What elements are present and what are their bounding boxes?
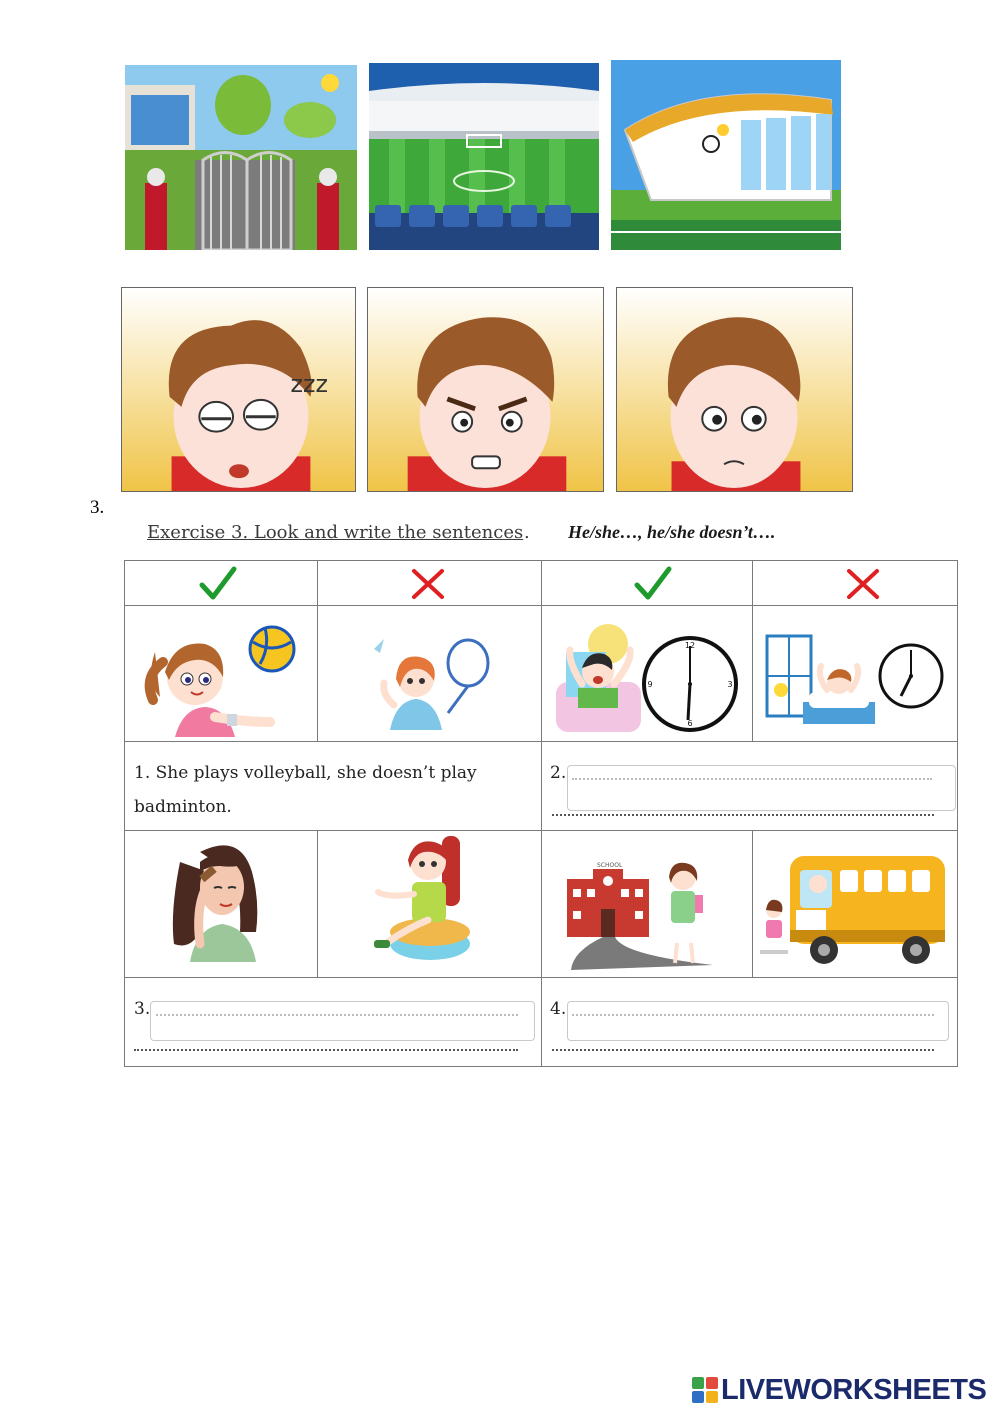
example-sentence xyxy=(134,756,534,824)
check-icon xyxy=(198,565,238,603)
exercise-title-period: . xyxy=(524,522,530,543)
girl-school-bus-picture xyxy=(760,850,950,970)
answer-input-4[interactable] xyxy=(567,1001,949,1041)
check-icon xyxy=(633,565,673,603)
svg-text:9: 9 xyxy=(647,680,653,689)
worried-boy-picture xyxy=(616,287,853,492)
sports-centre-picture xyxy=(611,60,841,250)
cross-icon xyxy=(843,565,883,603)
girl-sitting-picture xyxy=(368,832,493,967)
svg-text:SCHOOL: SCHOOL xyxy=(597,862,623,869)
svg-text:zzz: zzz xyxy=(290,369,329,398)
answer-number-3: 3. xyxy=(134,999,151,1019)
svg-text:3: 3 xyxy=(727,680,733,689)
svg-text:6: 6 xyxy=(687,719,693,728)
girl-badminton-picture xyxy=(360,635,495,730)
woman-combing-hair-picture xyxy=(160,832,270,962)
answer-input-2[interactable] xyxy=(567,765,956,811)
question-number: 3. xyxy=(90,497,105,518)
example-sentence-line-2: badminton. xyxy=(134,797,232,817)
angry-boy-picture xyxy=(367,287,604,492)
cross-icon xyxy=(408,565,448,603)
answer-number-4: 4. xyxy=(550,999,567,1019)
girl-walking-to-school-picture xyxy=(563,855,728,970)
exercise-hint: He/she…, he/she doesn’t…. xyxy=(568,522,776,542)
boy-waking-window-clock-picture xyxy=(763,632,948,727)
exercise-title: Exercise 3. Look and write the sentences xyxy=(147,522,524,543)
liveworksheets-logo-icon xyxy=(692,1377,718,1403)
football-stadium-picture xyxy=(369,63,599,250)
liveworksheets-logo-text: LIVEWORKSHEETS xyxy=(721,1373,987,1406)
sleepy-boy-picture xyxy=(121,287,356,492)
liveworksheets-logo xyxy=(692,1374,986,1406)
answer-input-3[interactable] xyxy=(150,1001,535,1041)
svg-text:12: 12 xyxy=(684,641,696,650)
answer-number-2: 2. xyxy=(550,763,567,783)
boy-waking-clock-picture xyxy=(548,622,743,737)
school-gate-picture xyxy=(125,65,357,250)
example-sentence-line-1: 1. She plays volleyball, she doesn’t play xyxy=(134,763,477,783)
girl-volleyball-picture xyxy=(135,622,300,737)
